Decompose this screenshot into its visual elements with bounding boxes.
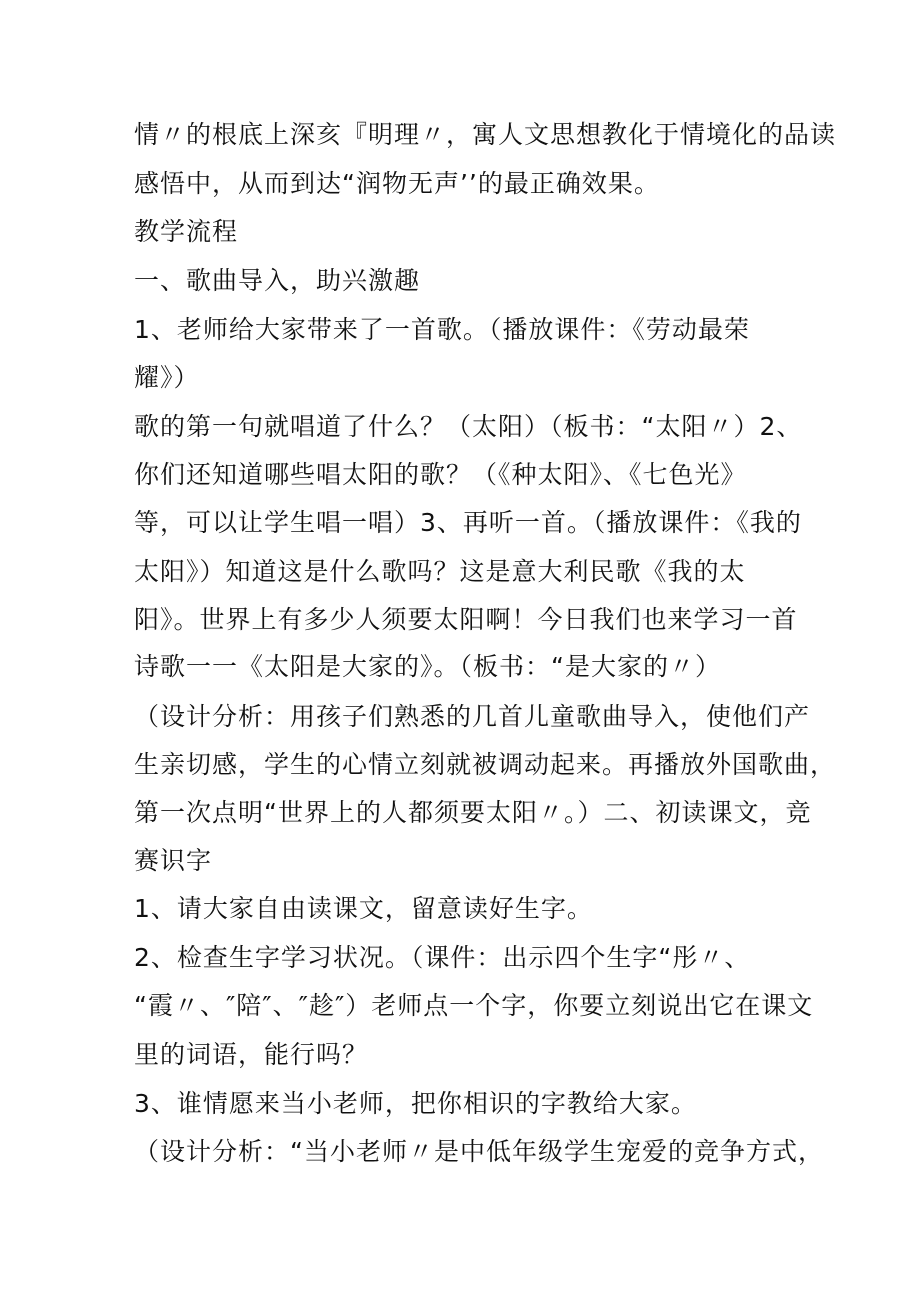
text-line: 诗歌一一《太阳是大家的》。（板书：“是大家的〃） — [134, 652, 721, 681]
section-heading: 教学流程 — [134, 217, 239, 246]
text-line: “霞〃、″陪″、″趁″）老师点一个字，你要立刻说出它在课文 — [134, 991, 814, 1020]
text-line: 生亲切感，学生的心情立刻就被调动起来。再播放外国歌曲， — [134, 750, 837, 779]
text-line: 1、请大家自由读课文，留意读好生字。 — [134, 894, 593, 923]
text-line: 里的词语，能行吗？ — [134, 1040, 369, 1069]
text-line: 1、老师给大家带来了一首歌。（播放课件：《劳动最荣 — [134, 315, 750, 344]
section-heading: 赛识字 — [134, 846, 213, 875]
text-line: 你们还知道哪些唱太阳的歌？（《种太阳》、《七色光》 — [134, 460, 747, 489]
text-line: （设计分析：“当小老师〃是中低年级学生宠爱的竞争方式， — [134, 1137, 824, 1166]
section-heading: 一、歌曲导入，助兴激趣 — [134, 266, 421, 295]
text-line: 情〃的根底上深亥『明理〃，寓人文思想教化于情境化的品读 — [134, 120, 837, 149]
text-line: 歌的第一句就唱道了什么？（太阳）（板书：“太阳〃）2、 — [134, 412, 803, 441]
text-line: 等，可以让学生唱一唱）3、再听一首。（播放课件：《我的 — [134, 508, 802, 537]
text-line: 感悟中，从而到达“润物无声’’的最正确效果。 — [134, 169, 660, 198]
text-line: 2、检查生字学习状况。（课件：出示四个生字“彤〃、 — [134, 943, 751, 972]
text-line: 3、谁情愿来当小老师，把你相识的字教给大家。 — [134, 1089, 697, 1118]
text-line: 第一次点明“世界上的人都须要太阳〃。）二、初读课文，竞 — [134, 798, 812, 827]
text-line: （设计分析：用孩子们熟悉的几首儿童歌曲导入，使他们产 — [134, 702, 811, 731]
text-line: 阳》。世界上有多少人须要太阳啊！今日我们也来学习一首 — [134, 605, 798, 634]
text-line: 太阳》）知道这是什么歌吗？这是意大利民歌《我的太 — [134, 557, 746, 586]
text-line: 耀》） — [134, 363, 200, 392]
